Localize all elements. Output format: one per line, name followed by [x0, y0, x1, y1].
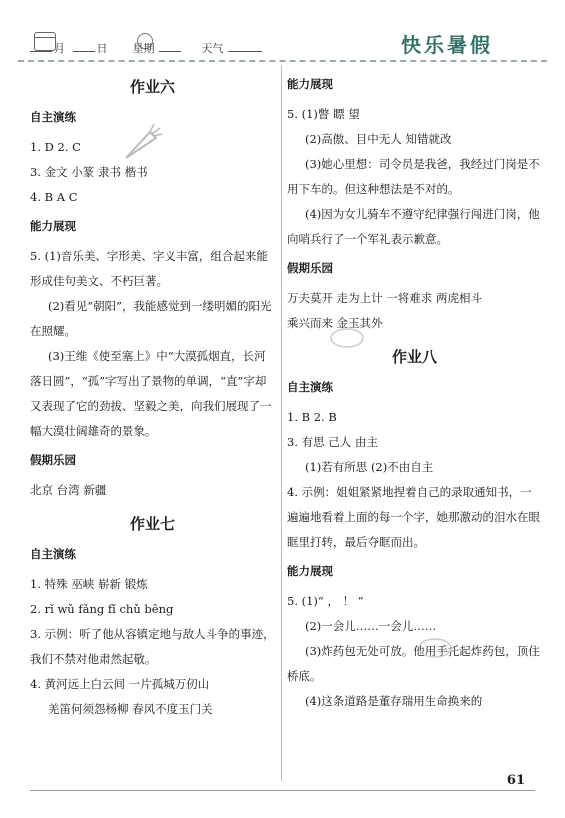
assignment-8-title: 作业八 — [391, 348, 437, 366]
section-heading: 能力展现 — [287, 564, 333, 578]
answer-line: (4)这条道路是董存瑞用生命换来的 — [305, 694, 483, 708]
section-heading: 能力展现 — [287, 77, 333, 91]
answer-line: 北京 台湾 新疆 — [30, 483, 107, 497]
week-label: 星期 — [132, 42, 155, 55]
answer-line: (2)高傲、目中无人 知错就改 — [305, 132, 452, 146]
answer-line: (1)若有所思 (2)不由自主 — [305, 460, 434, 474]
section-heading: 自主演练 — [30, 547, 76, 561]
answer-paragraph: (4)因为女儿骑车不遵守纪律强行闯进门岗，他向哨兵行了一个军礼表示歉意。 — [287, 207, 540, 246]
day-label: 日 — [96, 42, 108, 55]
carrot-stamp-icon — [118, 120, 164, 166]
answer-paragraph: (3)炸药包无处可放。他用手托起炸药包，顶住桥底。 — [287, 644, 540, 683]
answer-paragraph: (2)看见“朝阳”，我能感觉到一缕明媚的阳光在照耀。 — [30, 299, 272, 338]
answer-paragraph: 5. (1)音乐美、字形美、字义丰富，组合起来能形成佳句美文、不朽巨著。 — [30, 249, 268, 288]
date-fields — [28, 40, 264, 56]
section-heading: 假期乐园 — [287, 261, 333, 275]
header-divider — [18, 60, 547, 62]
answer-line: 1. 特殊 巫峡 崭新 锻炼 — [30, 577, 148, 591]
weather-label: 天气 — [201, 42, 224, 55]
section-heading: 能力展现 — [30, 219, 76, 233]
assignment-6-title: 作业六 — [129, 78, 175, 96]
answer-line: 3. 金文 小篆 隶书 楷书 — [30, 165, 148, 179]
answer-line: 3. 有思 己人 由主 — [287, 435, 378, 449]
answer-line: 1. D 2. C — [30, 140, 81, 154]
answer-line: 5. (1)“ ， ！ ” — [287, 594, 364, 608]
answer-line: 4. 黄河远上白云间 一片孤城万仞山 — [30, 677, 210, 691]
answer-line: 2. rǐ wǔ fǎng fǐ chǔ bēng — [30, 602, 174, 616]
answer-paragraph: (3)她心里想：司令员是我爸，我经过门岗是不用下车的。但这种想法是不对的。 — [287, 157, 540, 196]
month-label: 月 — [54, 42, 65, 55]
right-column — [287, 66, 542, 714]
answer-line: 1. B 2. B — [287, 410, 337, 424]
section-heading: 自主演练 — [287, 380, 333, 394]
page-number: 61 — [506, 773, 525, 788]
section-heading: 自主演练 — [30, 110, 76, 124]
answer-line: 万夫莫开 走为上计 一将难求 两虎相斗 — [287, 291, 482, 305]
footer-divider — [30, 790, 535, 791]
kuaidui-stamp-icon — [418, 638, 452, 658]
answer-line: (2)一会儿……一会儿…… — [305, 619, 437, 633]
answer-paragraph: (3)王维《使至塞上》中“大漠孤烟直，长河落日圆”，“孤”字写出了景物的单调，“直”字却又表现了它的劲拔、坚毅之美，向我们展现了一幅大漠壮阔雄奇的景象。 — [30, 349, 272, 438]
page-header — [0, 0, 565, 62]
column-divider — [281, 66, 282, 781]
brand-title: 快乐暑假 — [401, 33, 493, 57]
answer-line: 乘兴而来 金玉其外 — [287, 316, 383, 330]
section-heading: 假期乐园 — [30, 453, 76, 467]
answer-paragraph: 4. 示例：姐姐紧紧地捏着自己的录取通知书，一遍遍地看着上面的每一个字，她那激动的泪水在眼眶里打转，最后夺眶而出。 — [287, 485, 540, 549]
answer-line: 5. (1)瞥 瞟 望 — [287, 107, 360, 121]
assignment-7-title: 作业七 — [129, 515, 175, 533]
kuaidui-stamp-icon — [330, 328, 364, 348]
answer-line: 4. B A C — [30, 190, 78, 204]
answer-paragraph: 3. 示例：听了他从容镇定地与敌人斗争的事迹，我们不禁对他肃然起敬。 — [30, 627, 275, 666]
answer-line: 羌笛何须怨杨柳 春风不度玉门关 — [48, 702, 213, 716]
